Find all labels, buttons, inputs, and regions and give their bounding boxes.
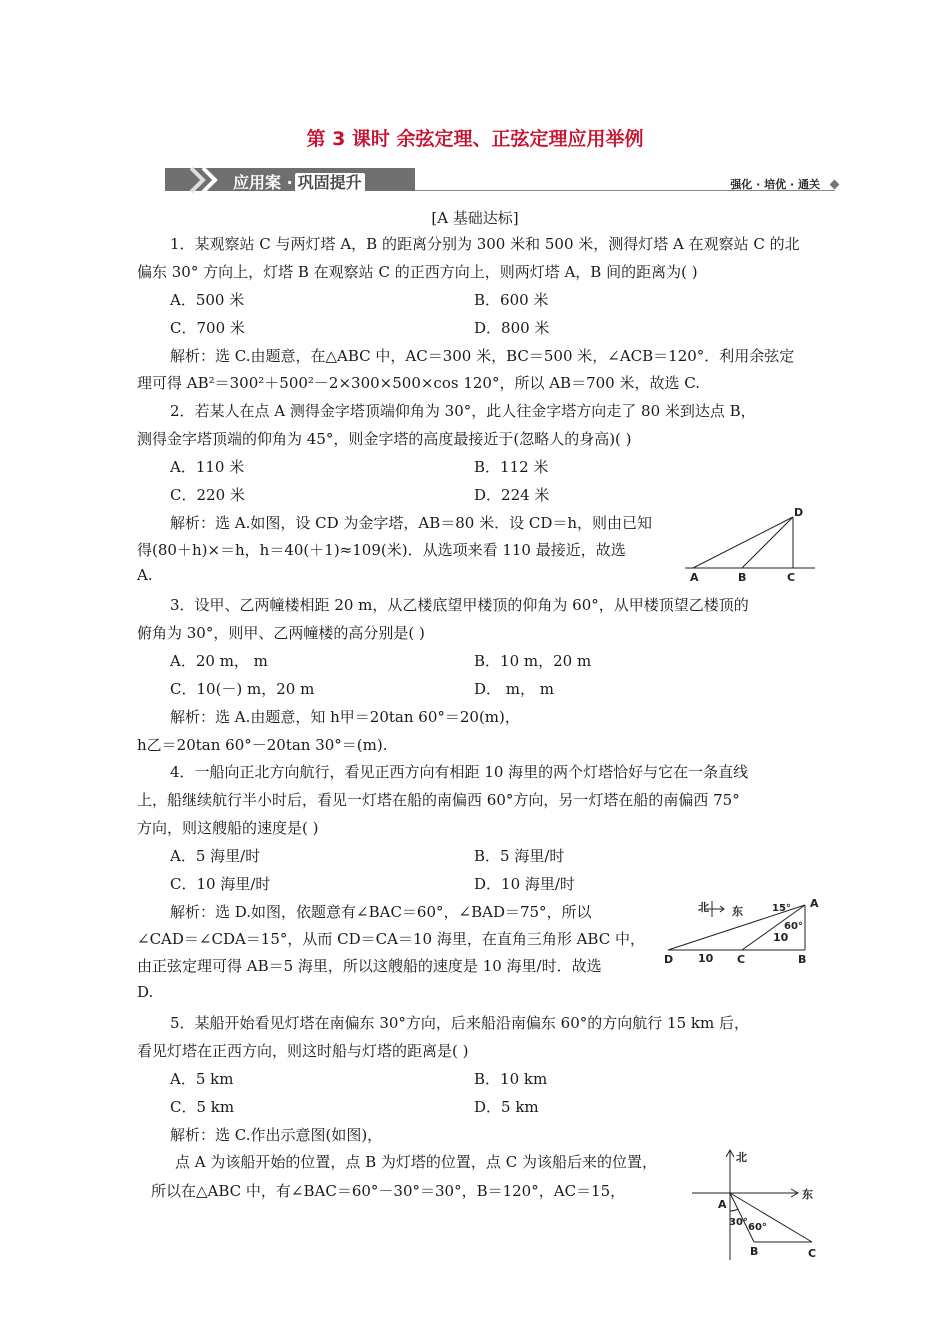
q5-solution-line3: 所以在△ABC 中，有∠BAC＝60°－30°＝30°，B＝120°，AC＝15， [151, 1182, 626, 1200]
q5-line1: 5．某船开始看见灯塔在南偏东 30°方向，后来船沿南偏东 60°的方向航行 15 km 后， [170, 1014, 749, 1032]
q2-label-d: D [794, 506, 804, 519]
q5-solution-line2: 点 A 为该船开始的位置，点 B 为灯塔的位置，点 C 为该船后来的位置， [175, 1153, 657, 1171]
q5-label-north: 北 [736, 1151, 747, 1164]
q2-line2: 测得金字塔顶端的仰角为 45°，则金字塔的高度最接近于(忽略人的身高)( ) [137, 430, 632, 448]
q5-solution-line1: 解析：选 C.作出示意图(如图)， [170, 1126, 383, 1144]
q4-label-a: A [810, 897, 819, 910]
q1-solution-line2: 理可得 AB²＝300²＋500²－2×300×500×cos 120°，所以 AB＝700 米，故选 C. [137, 374, 700, 392]
q4-line3: 方向，则这艘船的速度是( ) [137, 819, 319, 837]
q2-solution-line3: A. [137, 566, 153, 584]
q4-label-east: 东 [732, 905, 743, 918]
q3-solution-line1: 解析：选 A.由题意，知 h甲＝20tan 60°＝20(m)， [170, 708, 520, 726]
q5-label-c: C [808, 1247, 817, 1260]
q4-label-b: B [798, 953, 807, 966]
q4-label-10-side: 10 [773, 931, 789, 944]
q2-solution-line2: 得(80＋h)×＝h，h＝40(＋1)≈109(米)．从选项来看 110 最接近，故选 [137, 541, 626, 559]
q3-line1: 3．设甲、乙两幢楼相距 20 m，从乙楼底望甲楼顶的仰角为 60°，从甲楼顶望乙楼顶的 [170, 596, 749, 614]
q4-option-a: A．5 海里/时 [170, 847, 261, 865]
q4-label-d: D [664, 953, 674, 966]
q2-option-b: B．112 米 [474, 458, 549, 476]
q4-figure [660, 895, 825, 970]
chevron-arrows-icon [177, 166, 227, 194]
q4-label-60deg: 60° [784, 921, 803, 932]
q2-figure [680, 505, 820, 585]
diamond-icon [830, 180, 840, 190]
q5-label-east: 东 [802, 1188, 813, 1201]
q1-line1: 1．某观察站 C 与两灯塔 A，B 的距离分别为 300 米和 500 米，测得灯塔 A 在观察站 C 的北 [170, 235, 800, 253]
q5-figure [690, 1145, 825, 1265]
q5-label-b: B [750, 1245, 759, 1258]
q5-option-a: A．5 km [170, 1070, 234, 1088]
q5-option-c: C．5 km [170, 1098, 235, 1116]
q1-option-d: D．800 米 [474, 319, 550, 337]
q1-option-b: B．600 米 [474, 291, 549, 309]
section-banner [165, 166, 840, 194]
q4-label-10-base: 10 [698, 952, 714, 965]
q3-option-b: B．10 m，20 m [474, 652, 592, 670]
q4-label-north: 北 [698, 901, 709, 914]
q2-label-b: B [738, 571, 747, 584]
q2-option-a: A．110 米 [170, 458, 245, 476]
q4-label-c: C [737, 953, 746, 966]
q4-option-b: B．5 海里/时 [474, 847, 565, 865]
q5-line2: 看见灯塔在正西方向，则这时船与灯塔的距离是( ) [137, 1042, 469, 1060]
q3-solution-line2: h乙＝20tan 60°－20tan 30°＝(m). [137, 736, 388, 754]
q1-solution-line1: 解析：选 C.由题意，在△ABC 中，AC＝300 米，BC＝500 米，∠ACB＝120°．利用余弦定 [170, 347, 795, 365]
q4-solution-line3: 由正弦定理可得 AB＝5 海里，所以这艘船的速度是 10 海里/时．故选 [137, 957, 602, 975]
page-title: 第 3 课时 余弦定理、正弦定理应用举例 [306, 128, 644, 150]
q3-line2: 俯角为 30°，则甲、乙两幢楼的高分别是( ) [137, 624, 425, 642]
q5-arc-30 [730, 1209, 738, 1211]
q4-solution-line2: ∠CAD＝∠CDA＝15°，从而 CD＝CA＝10 海里，在直角三角形 ABC 中， [137, 930, 645, 948]
q2-option-c: C．220 米 [170, 486, 245, 504]
section-heading: [A 基础达标] [431, 209, 519, 227]
q4-line1: 4．一船向正北方向航行，看见正西方向有相距 10 海里的两个灯塔恰好与它在一条直线 [170, 763, 749, 781]
q2-line1: 2．若某人在点 A 测得金字塔顶端仰角为 30°，此人往金字塔方向走了 80 米到达点 B， [170, 402, 756, 420]
q5-label-60deg: 60° [748, 1222, 767, 1233]
q4-option-d: D．10 海里/时 [474, 875, 575, 893]
q3-option-c: C．10(－) m，20 m [170, 680, 315, 698]
banner-label [233, 170, 365, 193]
q4-solution-line4: D. [137, 983, 154, 1001]
q4-solution-line1: 解析：选 D.如图，依题意有∠BAC＝60°，∠BAD＝75°，所以 [170, 903, 592, 921]
q1-line2: 偏东 30° 方向上，灯塔 B 在观察站 C 的正西方向上，则两灯塔 A，B 间的距离为( ) [137, 263, 698, 281]
q5-option-d: D．5 km [474, 1098, 539, 1116]
q3-option-a: A．20 m， m [170, 652, 268, 670]
banner-right-text: 强化 · 培优 · 通关 [730, 178, 820, 191]
q3-option-d: D． m， m [474, 680, 555, 698]
q2-label-a: A [690, 571, 699, 584]
q4-label-15deg: 15° [772, 903, 791, 914]
q1-option-a: A．500 米 [170, 291, 245, 309]
q5-label-a: A [718, 1198, 727, 1211]
q5-option-b: B．10 km [474, 1070, 548, 1088]
q2-line-bd [742, 517, 793, 568]
q2-line-ad [693, 517, 793, 568]
q4-line2: 上，船继续航行半小时后，看见一灯塔在船的南偏西 60°方向，另一灯塔在船的南偏西 75° [137, 791, 740, 809]
banner-label-b: 巩固提升 [295, 173, 365, 192]
q1-option-c: C．700 米 [170, 319, 245, 337]
q4-option-c: C．10 海里/时 [170, 875, 271, 893]
banner-label-a: 应用案 · [233, 173, 293, 192]
q2-solution-line1: 解析：选 A.如图，设 CD 为金字塔，AB＝80 米．设 CD＝h，则由已知 [170, 514, 653, 532]
q5-label-30deg: 30° [729, 1217, 748, 1228]
q2-label-c: C [787, 571, 796, 584]
q2-option-d: D．224 米 [474, 486, 550, 504]
